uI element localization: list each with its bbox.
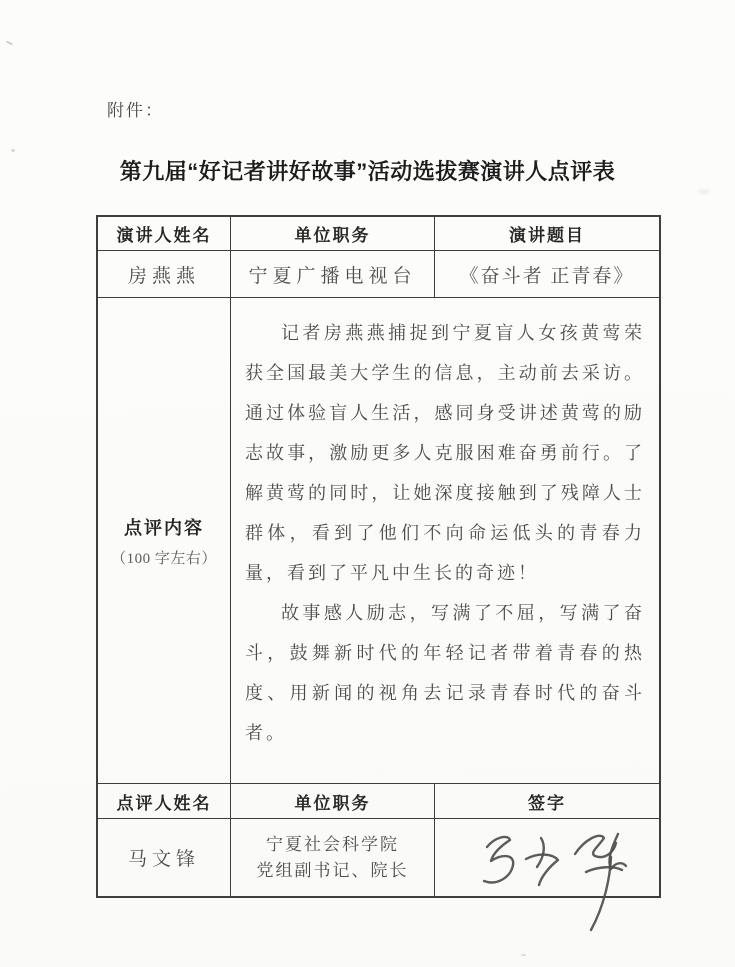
- comment-word-count-note: （100 字左右）: [111, 550, 217, 567]
- reviewer-unit-header: 单位职务: [231, 784, 435, 819]
- scan-artifact: [699, 189, 709, 194]
- signature-cell: [435, 819, 659, 896]
- speech-topic: 《奋斗者 正青春》: [435, 251, 659, 298]
- scan-artifact: [11, 149, 15, 152]
- handwritten-signature: [453, 823, 643, 938]
- speaker-unit: 宁夏广播电视台: [231, 251, 435, 298]
- reviewer-name-header: 点评人姓名: [98, 784, 231, 819]
- attachment-label: 附件：: [107, 101, 164, 120]
- speaker-name-header: 演讲人姓名: [98, 217, 231, 251]
- speaker-unit-header: 单位职务: [231, 217, 435, 251]
- speaker-name: 房燕燕: [98, 251, 231, 298]
- scan-artifact: [521, 954, 526, 956]
- review-table: [96, 215, 661, 898]
- comment-paragraph-1: 记者房燕燕捕捉到宁夏盲人女孩黄莺荣获全国最美大学生的信息，主动前去采访。通过体验盲人生活，感同身受讲述黄莺的励志故事，激励更多人克服困难奋勇前行。了解黄莺的同时，让她深度接触到了残障人士群体，看到了他们不向命运低头的青春力量，看到了平凡中生长的奇迹！: [245, 323, 645, 583]
- reviewer-unit-line1: 宁夏社会科学院: [266, 834, 399, 854]
- page-title: 第九届“好记者讲好故事”活动选拔赛演讲人点评表: [119, 159, 616, 184]
- reviewer-unit: [231, 819, 435, 896]
- comment-content: [231, 298, 659, 784]
- reviewer-name: 马文锋: [98, 819, 231, 896]
- comment-paragraph-2: 故事感人励志，写满了不屈，写满了奋斗，鼓舞新时代的年轻记者带着青春的热度、用新闻的视角去记录青春时代的奋斗者。: [245, 603, 645, 743]
- comment-label: 点评内容: [124, 517, 204, 538]
- scan-artifact: [6, 40, 13, 45]
- reviewer-unit-line2: 党组副书记、院长: [256, 860, 409, 880]
- signature-header: 签字: [435, 784, 659, 819]
- comment-label-cell: [98, 298, 231, 784]
- speech-topic-header: 演讲题目: [435, 217, 659, 251]
